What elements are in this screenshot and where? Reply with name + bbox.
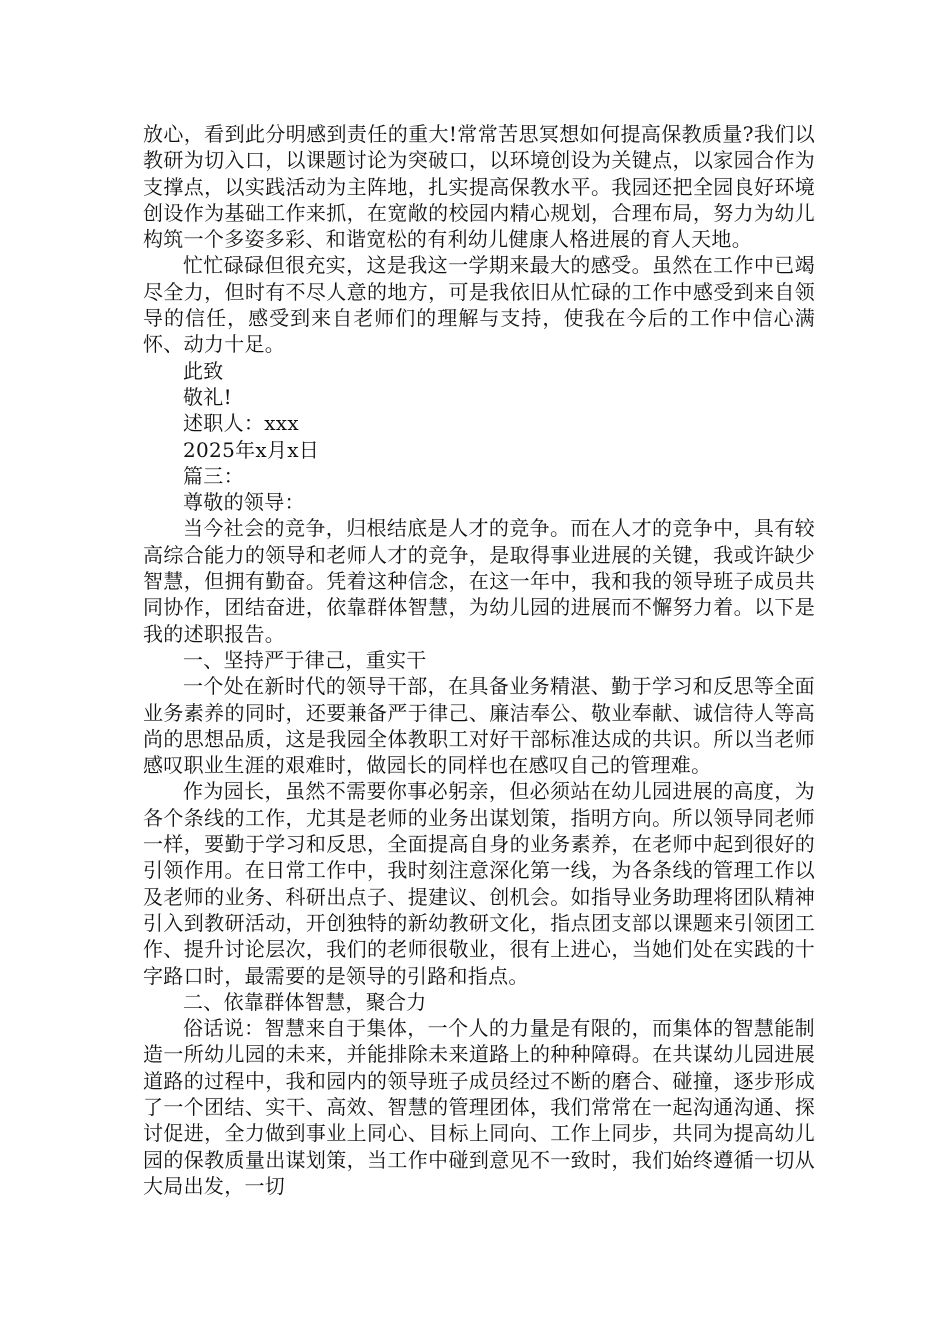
closing-respect: 敬礼!: [183, 384, 232, 409]
document-body: [143, 121, 815, 1199]
paragraph-busy-but-fulfilling: 忙忙碌碌但很充实，这是我这一学期来最大的感受。虽然在工作中已竭尽全力，但时有不尽人意的地方，可是我依旧从忙碌的工作中感受到来自领导的信任，感受到来自老师们的理解与支持，使我在今后的工作中信心满怀、动力十足。: [143, 253, 815, 357]
paragraph-continuation: 放心，看到此分明感到责任的重大!常常苦思冥想如何提高保教质量?我们以教研为切入口，以课题讨论为突破口，以环境创设为关键点，以家园合作为支撑点，以实践活动为主阵地，扎实提高保教水平。我园还把全园良好环境创设作为基础工作来抓，在宽敞的校园内精心规划，合理布局，努力为幼儿构筑一个多姿多彩、和谐宽松的有利幼儿健康人格进展的育人天地。: [143, 122, 815, 252]
reporter-signature: 述职人：xxx: [183, 411, 299, 436]
paragraph-talent-competition: 当今社会的竞争，归根结底是人才的竞争。而在人才的竞争中，具有较高综合能力的领导和老师人才的竞争，是取得事业进展的关键，我或许缺少智慧，但拥有勤奋。凭着这种信念，在这一年中，我和我的领导班子成员共同协作，团结奋进，依靠群体智慧，为幼儿园的进展而不懈努力着。以下是我的述职报告。: [143, 516, 815, 646]
heading-self-discipline: 一、坚持严于律己，重实干: [183, 647, 427, 672]
report-date: 2025年x月x日: [183, 437, 320, 462]
paragraph-principal-role: 作为园长，虽然不需要你事必躬亲，但必须站在幼儿园进展的高度，为各个条线的工作，尤其是老师的业务出谋划策，指明方向。所以领导同老师一样，要勤于学习和反思，全面提高自身的业务素养，在老师中起到很好的引领作用。在日常工作中，我时刻注意深化第一线，为各条线的管理工作以及老师的业务、科研出点子、提建议、创机会。如指导业务助理将团队精神引入到教研活动，开创独特的新幼教研文化，指点团支部以课题来引领团工作、提升讨论层次，我们的老师很敬业，很有上进心，当她们处在实践的十字路口时，最需要的是领导的引路和指点。: [143, 779, 815, 988]
paragraph-leader-qualities: 一个处在新时代的领导干部，在具备业务精湛、勤于学习和反思等全面业务素养的同时，还要兼备严于律己、廉洁奉公、敬业奉献、诚信待人等高尚的思想品质，这是我园全体教职工对好干部标准达成的共识。所以当老师感叹职业生涯的艰难时，做园长的同样也在感叹自己的管理难。: [143, 674, 815, 778]
greeting: 尊敬的领导：: [183, 490, 305, 515]
section-title-part-three: 篇三：: [183, 463, 244, 488]
paragraph-collective-wisdom: 俗话说：智慧来自于集体，一个人的力量是有限的，而集体的智慧能制造一所幼儿园的未来，并能排除未来道路上的种种障碍。在共谋幼儿园进展道路的过程中，我和园内的领导班子成员经过不断的磨合、碰撞，逐步形成了一个团结、实干、高效、智慧的管理团体，我们常常在一起沟通沟通、探讨促进，全力做到事业上同心、目标上同向、工作上同步，共同为提高幼儿园的保教质量出谋划策，当工作中碰到意见不一致时，我们始终遵循一切从大局出发，一切: [143, 1016, 815, 1198]
heading-collective-wisdom: 二、依靠群体智慧，聚合力: [183, 989, 427, 1014]
closing-salutation: 此致: [183, 358, 224, 383]
